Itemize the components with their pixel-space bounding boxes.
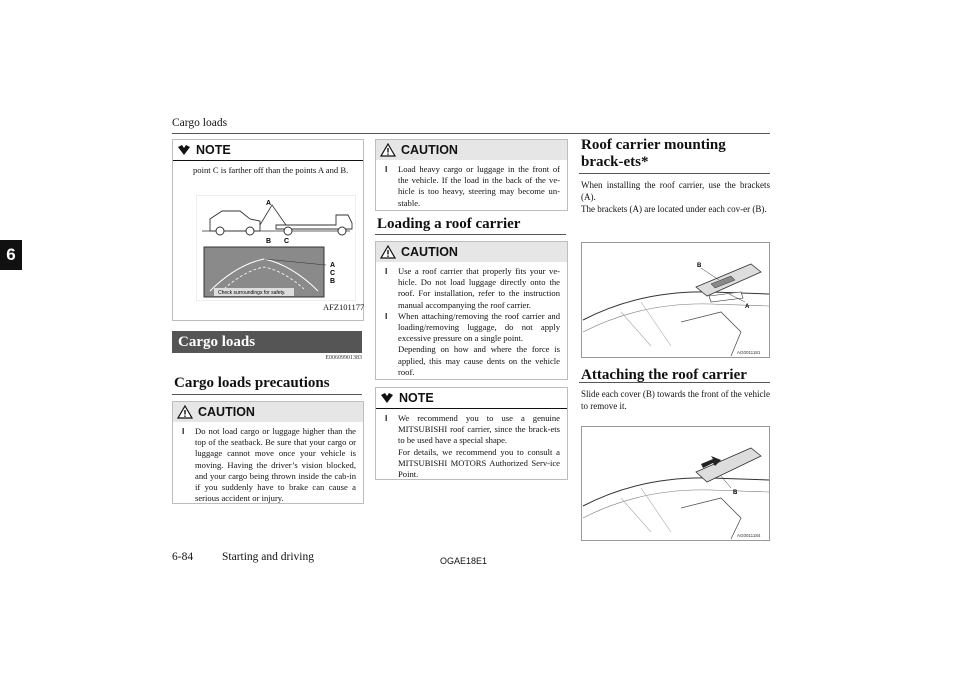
note-heading-label: NOTE [196, 143, 231, 157]
figure-label-c2: C [330, 270, 336, 277]
note-heading [376, 388, 567, 409]
footer-section: Starting and driving [222, 551, 314, 563]
figure-label-c: C [284, 238, 290, 245]
footer-page-number: 6-84 [172, 551, 194, 563]
figure-code: AFZ101177 [323, 302, 365, 312]
caution-heading [376, 242, 567, 262]
note-heading-label: NOTE [399, 391, 434, 405]
subheading-mounting-brackets: Roof carrier mounting brack-ets* [581, 137, 726, 170]
subheading-rule [172, 394, 362, 395]
caution-bullet: l Use a roof carrier that properly fits your ve-hicle. Do not load luggage directly onto the roof. For installation, refer to the instruction manual accompanying the roof carrier. [398, 266, 560, 311]
caution-continuation: Depending on how and where the force is applied, this may cause dents on the vehicle roof. [398, 344, 560, 377]
roof-bracket-figure [581, 242, 770, 358]
figure-label-b: B [266, 238, 272, 245]
note-body [376, 409, 567, 486]
note-continuation: For details, we recommend you to consult a MITSUBISHI MOTORS Authorized Serv-ice Point. [398, 446, 560, 480]
cover-label-b: B [733, 490, 738, 496]
figure-code: AG0011184 [737, 533, 761, 538]
caution-body [376, 262, 567, 384]
paragraph-brackets-location: The brackets (A) are located under each cov-er (B). [581, 204, 767, 214]
note-text: point C is farther off than the points A and B. [193, 165, 349, 175]
caution-bullet: l Do not load cargo or luggage higher than the top of the seatback. Be sure that your cargo or luggage cannot move once your vehicle is moving. Having the driver’s vision blocked, and your cargo being thrown inside the cab-in if you suddenly have to brake can cause a serious accident or injury. [195, 426, 356, 504]
caution-box-roof-carrier [375, 241, 568, 380]
subheading-loading-roof-carrier: Loading a roof carrier [377, 216, 521, 232]
paragraph-brackets-use: When installing the roof carrier, use the brackets (A). [581, 180, 770, 202]
caution-heading-label: CAUTION [401, 245, 458, 259]
note-box-genuine-carrier [375, 387, 568, 480]
parking-sensor-figure [196, 195, 356, 301]
subheading-rule [579, 382, 770, 383]
note-bullet: l We recommend you to use a genuine MITSUBISHI roof carrier, since the brack-ets to be used have a special shape. [398, 413, 560, 447]
note-icon [177, 144, 191, 156]
running-header: Cargo loads [172, 117, 228, 129]
subheading-rule-top [579, 133, 770, 134]
subheading-attaching-roof-carrier: Attaching the roof carrier [581, 367, 747, 383]
subheading-cargo-precautions: Cargo loads precautions [174, 375, 330, 391]
caution-heading [376, 140, 567, 160]
caution-body [376, 160, 567, 215]
footer-code: OGAE18E1 [440, 556, 488, 566]
paragraph-slide-cover: Slide each cover (B) towards the front of the vehicle to remove it. [581, 389, 770, 411]
caution-heading-label: CAUTION [198, 405, 255, 419]
section-id: E00609901383 [325, 355, 362, 361]
warning-triangle-icon [380, 143, 396, 157]
caution-heading-label: CAUTION [401, 143, 458, 157]
note-icon [380, 392, 394, 404]
caution-body [173, 422, 363, 510]
figure-label-a2: A [330, 262, 336, 269]
warning-triangle-icon [380, 245, 396, 259]
caution-bullet: l When attaching/removing the roof carrier and loading/removing luggage, do not apply excessive pressure on a single point. [398, 311, 560, 345]
figure-code: AG0011181 [737, 350, 761, 355]
caution-box-cargo [172, 401, 364, 504]
warning-triangle-icon [177, 405, 193, 419]
bracket-label-b: B [697, 263, 702, 269]
section-title-bar: Cargo loads [172, 331, 362, 353]
caution-bullet: l Load heavy cargo or luggage in the front of the vehicle. If the load in the back of the ve-hicle is too heavy, steering may become un-stable. [398, 164, 560, 209]
figure-label-a: A [266, 200, 272, 207]
slide-cover-figure [581, 426, 770, 541]
caution-box-heavy-load [375, 139, 568, 211]
note-box [172, 139, 364, 321]
chapter-tab: 6 [0, 240, 22, 270]
figure-label-b2: B [330, 278, 336, 285]
subheading-rule [375, 234, 566, 235]
caution-heading [173, 402, 363, 422]
subheading-rule [579, 173, 770, 174]
note-heading [173, 140, 363, 161]
figure-screen-text: Check surroundings for safety. [218, 290, 286, 296]
bracket-label-a: A [745, 304, 750, 310]
